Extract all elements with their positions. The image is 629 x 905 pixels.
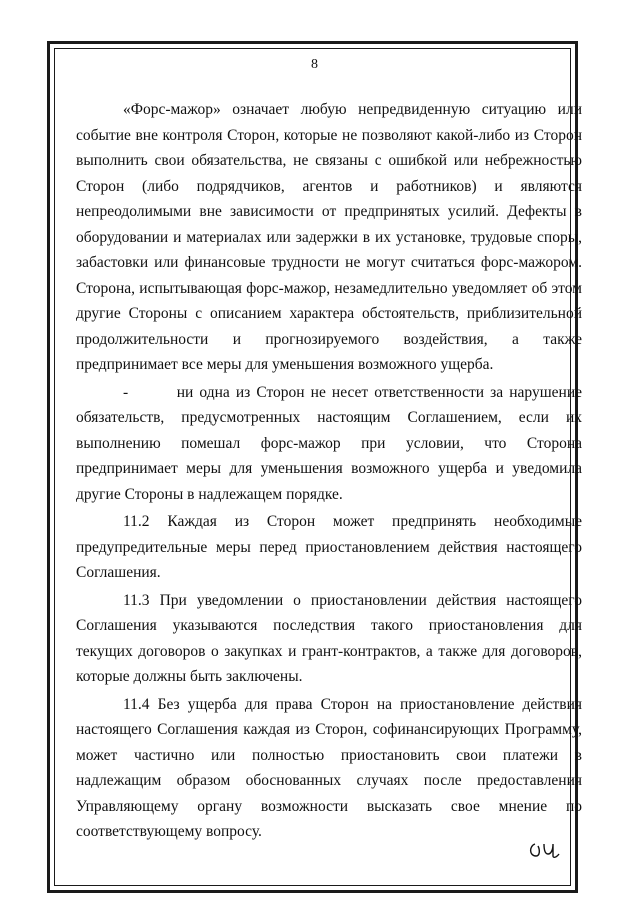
paragraph-force-majeure-definition: «Форс-мажор» означает любую непредвиденную ситуацию или событие вне контроля Сторон, которые не позволяют какой-либо из Сторон выполнить свои обязательства, не связаны с ошибкой или небрежностью Сторон (либо подрядчиков, агентов и работников) и являются непреодолимыми вне зависимости от предпринятых усилий. Дефекты в оборудовании и материалах или задержки в их установке, трудовые споры, забастовки или финансовые трудности не могут считаться форс-мажором. Сторона, испытывающая форс-мажор, незамедлительно уведомляет об этом другие Стороны с описанием характера обстоятельств, приблизительной продолжительности и прогнозируемого воздействия, а также предпринимает все меры для уменьшения возможного ущерба.: [76, 101, 582, 373]
document-body: [76, 97, 586, 845]
paragraph-11-4: 11.4 Без ущерба для права Сторон на приостановление действия настоящего Соглашения каждая из Сторон, софинансирующих Программу, может частично или полностью приостановить свои платежи в надлежащим образом обоснованных случаях после предоставления Управляющему органу возможности высказать свое мнение по соответствующему вопросу.: [76, 695, 582, 840]
page-number: 8: [311, 57, 318, 72]
paragraph-11-2: 11.2 Каждая из Сторон может предпринять необходимые предупредительные меры перед приостановлением действия настоящего Соглашения.: [76, 513, 582, 581]
paragraph-11-3: 11.3 При уведомлении о приостановлении действия настоящего Соглашения указываются последствия такого приостановления для текущих договоров о закупках и грант-контрактов, а также для договоров, которые должны быть заключены.: [76, 591, 582, 685]
handwritten-initials-signature: [526, 836, 570, 862]
paragraph-liability-exemption: - ни одна из Сторон не несет ответственности за нарушение обязательств, предусмотренных настоящим Соглашением, если их выполнению помешал форс-мажор при условии, что Сторона предпринимает меры для уменьшения возможного ущерба и уведомила другие Стороны в надлежащем порядке.: [76, 383, 586, 503]
